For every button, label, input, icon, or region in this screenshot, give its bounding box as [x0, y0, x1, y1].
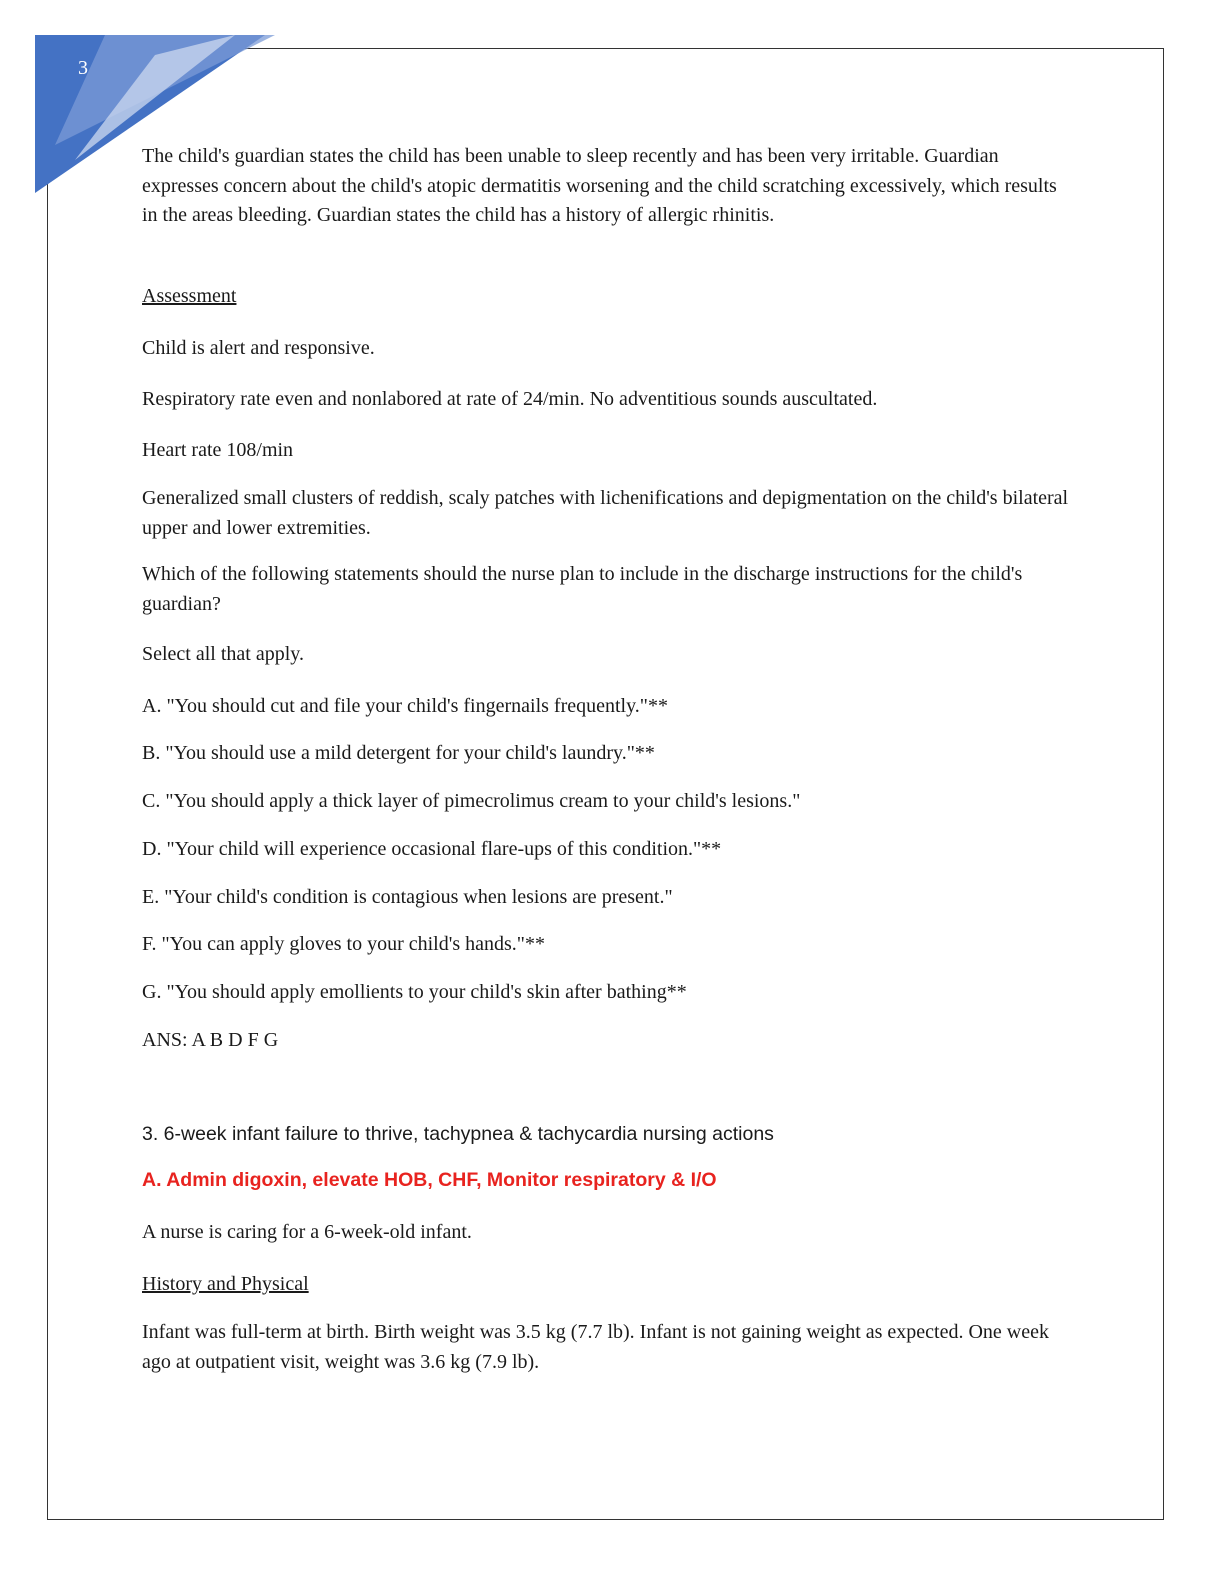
answer-option: G. "You should apply emollients to your child's skin after bathing**: [142, 981, 687, 1003]
answer-option: B. "You should use a mild detergent for your child's laundry."**: [142, 742, 655, 764]
assessment-heading: Assessment: [142, 285, 237, 307]
question-3-answer-summary: A. Admin digoxin, elevate HOB, CHF, Monitor respiratory & I/O: [142, 1169, 717, 1191]
question-instruction: Select all that apply.: [142, 643, 304, 665]
answer-option: C. "You should apply a thick layer of pimecrolimus cream to your child's lesions.": [142, 790, 801, 812]
question-3-title: 3. 6-week infant failure to thrive, tachypnea & tachycardia nursing actions: [142, 1123, 774, 1145]
assessment-line: Child is alert and responsive.: [142, 337, 375, 359]
history-physical-heading: History and Physical: [142, 1273, 309, 1295]
assessment-line: Respiratory rate even and nonlabored at rate of 24/min. No adventitious sounds auscultated.: [142, 388, 878, 410]
page-number: 3: [78, 57, 88, 79]
question-3-intro: A nurse is caring for a 6-week-old infant.: [142, 1221, 472, 1243]
answer-option: E. "Your child's condition is contagious when lesions are present.": [142, 886, 673, 908]
answer-key: ANS: A B D F G: [142, 1029, 279, 1051]
answer-option: D. "Your child will experience occasional flare-ups of this condition."**: [142, 838, 722, 860]
history-physical-text: Infant was full-term at birth. Birth weight was 3.5 kg (7.7 lb). Infant is not gaining weight as expected. One week ago at outpatient visit, weight was 3.6 kg (7.9 lb).: [142, 1321, 1049, 1373]
answer-option: F. "You can apply gloves to your child's hands."**: [142, 933, 545, 955]
assessment-line: Heart rate 108/min: [142, 439, 294, 461]
scenario-intro: The child's guardian states the child has been unable to sleep recently and has been very irritable. Guardian expresses concern about the child's atopic dermatitis worsening and the child scratching excessively, which results in the areas bleeding. Guardian states the child has a history of allergic rhinitis.: [142, 145, 1057, 226]
assessment-line: Generalized small clusters of reddish, scaly patches with lichenifications and depigmentation on the child's bilateral upper and lower extremities.: [142, 487, 1069, 539]
question-text: Which of the following statements should the nurse plan to include in the discharge instructions for the child's guardian?: [142, 563, 1023, 615]
answer-option: A. "You should cut and file your child's fingernails frequently."**: [142, 695, 668, 717]
